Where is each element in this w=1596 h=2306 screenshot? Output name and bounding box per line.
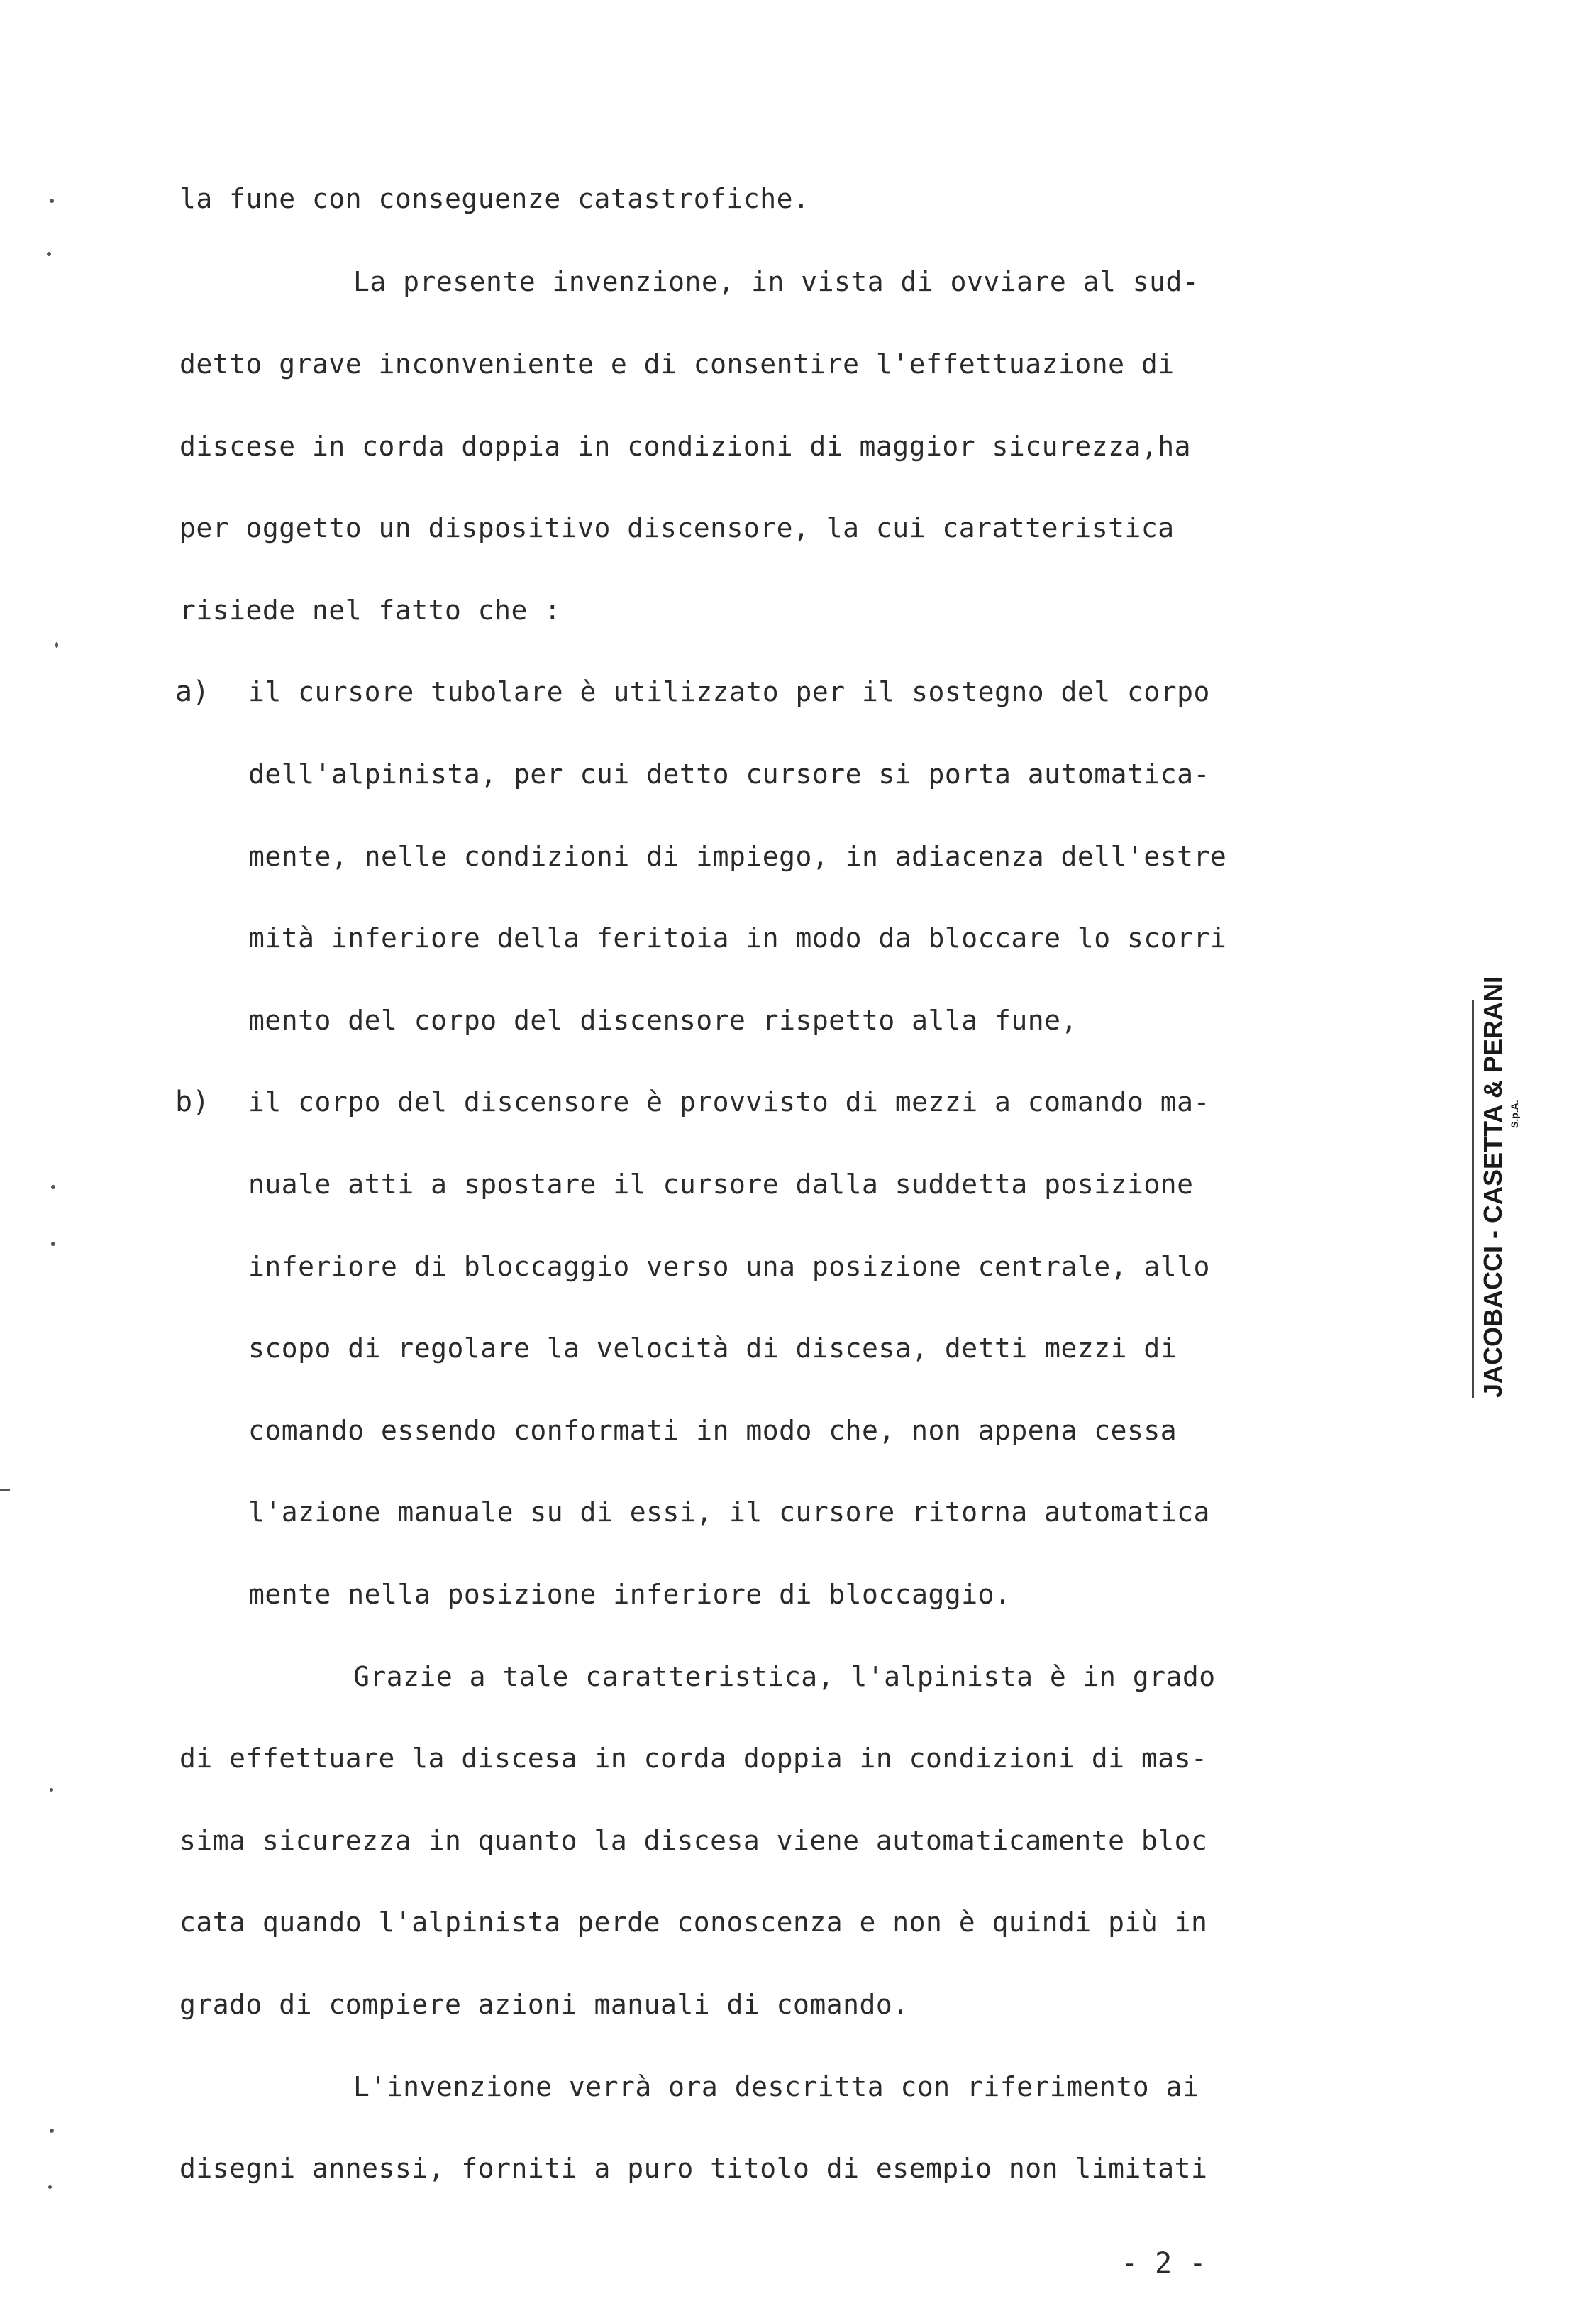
body-line: inferiore di bloccaggio verso una posizione centrale, allo <box>248 1251 1210 1282</box>
body-line: il corpo del discensore è provvisto di mezzi a comando ma- <box>248 1086 1210 1118</box>
body-line: discese in corda doppia in condizioni di maggior sicurezza,ha <box>179 431 1192 462</box>
stamp-suffix: S.p.A. <box>1509 1100 1520 1128</box>
margin-speck <box>51 1185 55 1189</box>
body-line: la fune con conseguenze catastrofiche. <box>179 183 810 214</box>
list-marker-a: a) <box>175 675 210 708</box>
body-line: cata quando l'alpinista perde conoscenza e non è quindi più in <box>179 1907 1208 1938</box>
body-line: risiede nel fatto che : <box>179 595 561 626</box>
body-line: mità inferiore della feritoia in modo da bloccare lo scorri <box>248 922 1227 954</box>
body-line: Grazie a tale caratteristica, l'alpinista è in grado <box>353 1661 1216 1692</box>
margin-speck <box>55 642 58 648</box>
body-line: detto grave inconveniente e di consentire l'effettuazione di <box>179 348 1175 380</box>
body-line: mente nella posizione inferiore di bloccaggio. <box>248 1579 1012 1610</box>
body-line: grado di compiere azioni manuali di comando. <box>179 1989 909 2020</box>
margin-speck <box>47 252 51 256</box>
stamp-text <box>1479 972 1564 1398</box>
stamp-border <box>1472 1000 1474 1398</box>
body-line: scopo di regolare la velocità di discesa, detti mezzi di <box>248 1333 1177 1364</box>
body-line: sima sicurezza in quanto la discesa viene automaticamente bloc <box>179 1825 1208 1856</box>
list-marker-b: b) <box>175 1086 210 1118</box>
margin-speck <box>50 1788 53 1792</box>
body-line: di effettuare la discesa in corda doppia in condizioni di mas- <box>179 1743 1208 1774</box>
body-line: mento del corpo del discensore rispetto alla fune, <box>248 1005 1077 1036</box>
margin-speck <box>50 199 54 203</box>
body-line: L'invenzione verrà ora descritta con riferimento ai <box>353 2071 1199 2102</box>
body-line: comando essendo conformati in modo che, non appena cessa <box>248 1415 1177 1446</box>
body-line: il cursore tubolare è utilizzato per il sostegno del corpo <box>248 676 1210 707</box>
firm-stamp <box>1458 972 1543 1398</box>
body-line: disegni annessi, forniti a puro titolo di esempio non limitati <box>179 2153 1208 2184</box>
page-number: - 2 - <box>1121 2247 1207 2280</box>
body-line: nuale atti a spostare il cursore dalla suddetta posizione <box>248 1169 1194 1200</box>
margin-speck <box>0 1489 10 1491</box>
body-line: mente, nelle condizioni di impiego, in adiacenza dell'estre <box>248 841 1227 872</box>
body-line: dell'alpinista, per cui detto cursore si porta automatica- <box>248 758 1210 790</box>
margin-speck <box>51 1242 55 1246</box>
stamp-firm-name: JACOBACCI - CASETTA & PERANI <box>1478 976 1507 1398</box>
body-line: per oggetto un dispositivo discensore, la cui caratteristica <box>179 512 1175 544</box>
margin-speck <box>48 2185 52 2189</box>
body-line: l'azione manuale su di essi, il cursore ritorna automatica <box>248 1496 1210 1528</box>
body-line: La presente invenzione, in vista di ovviare al sud- <box>353 266 1199 297</box>
margin-speck <box>50 2129 54 2133</box>
